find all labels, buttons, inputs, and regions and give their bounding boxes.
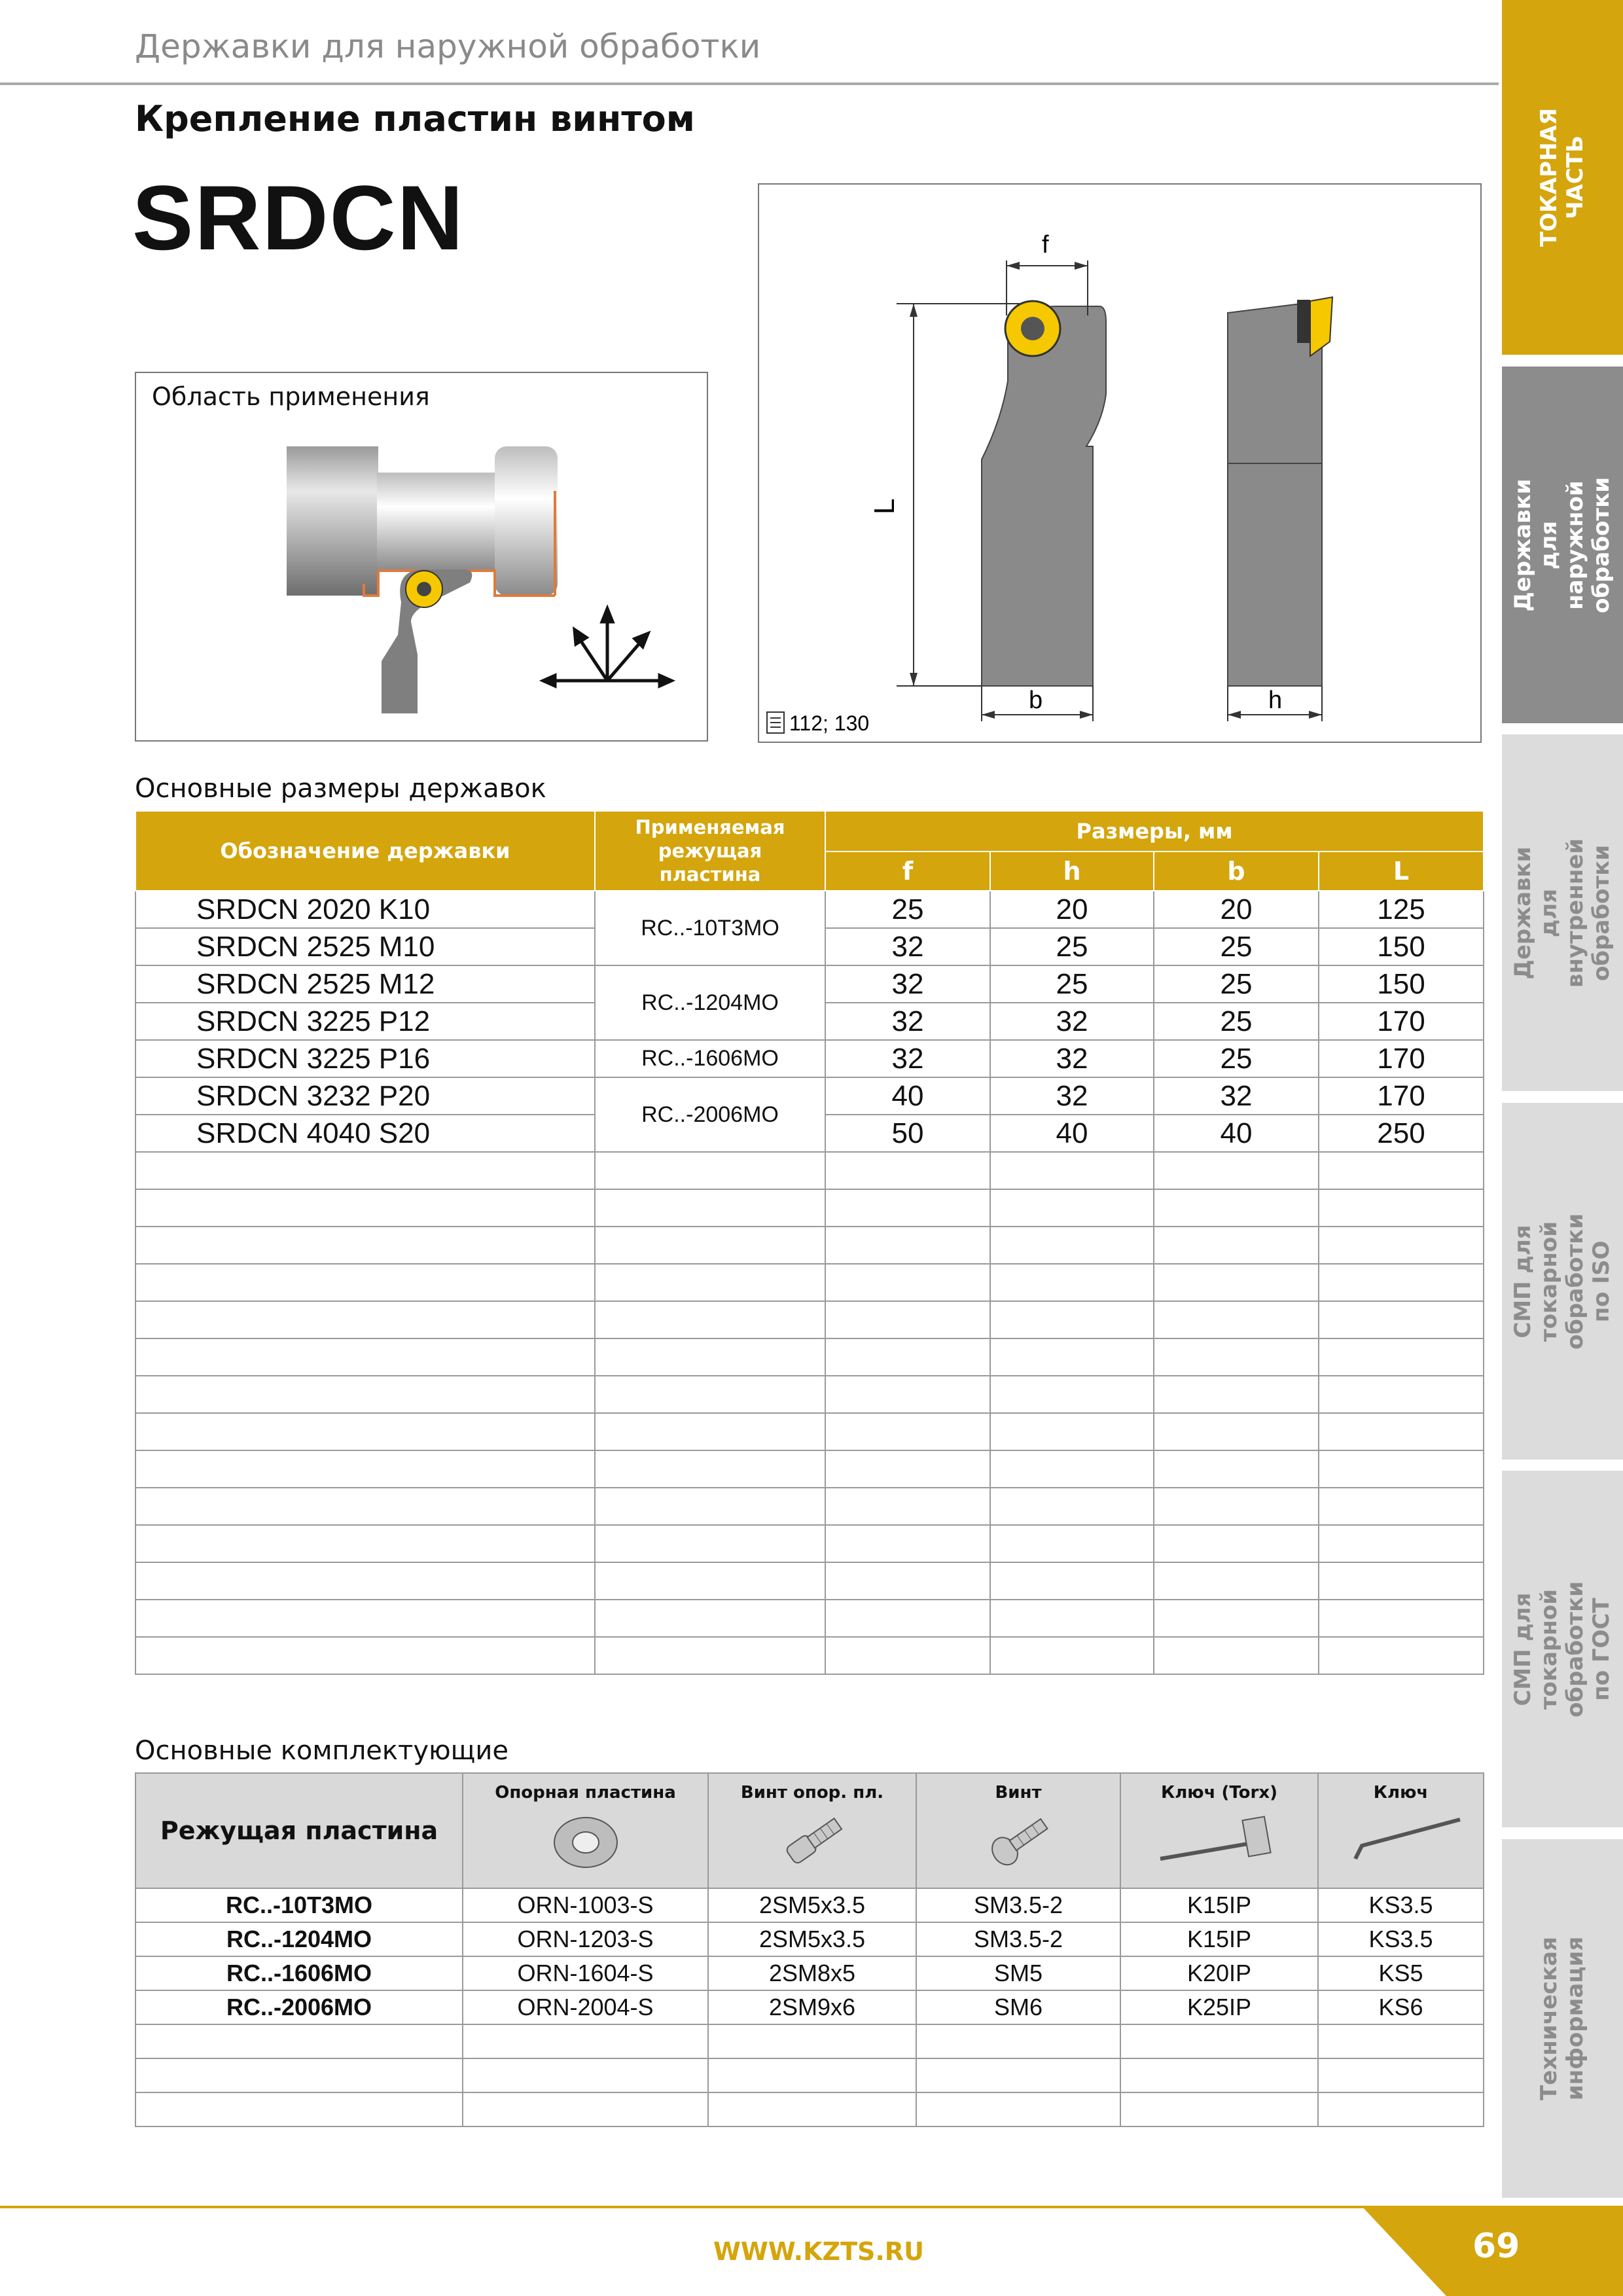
empty-cell <box>1319 1413 1484 1450</box>
empty-cell <box>135 1152 595 1189</box>
empty-cell <box>990 1376 1154 1413</box>
empty-cell <box>595 1450 825 1488</box>
empty-cell <box>1154 1413 1319 1450</box>
footer-url[interactable]: WWW.KZTS.RU <box>713 2237 924 2266</box>
empty-cell <box>708 2024 916 2058</box>
col-sizes: Размеры, мм <box>825 811 1484 852</box>
empty-cell <box>1319 1525 1484 1562</box>
empty-cell <box>825 1376 990 1413</box>
application-illustration <box>136 373 707 740</box>
table-row: SRDCN 2525 M12 RC..-1204MO 32 25 25 150 <box>135 965 1484 1003</box>
empty-cell <box>990 1488 1154 1525</box>
empty-cell <box>135 1227 595 1264</box>
empty-cell <box>135 1413 595 1450</box>
empty-cell <box>825 1152 990 1189</box>
empty-cell <box>916 2092 1120 2126</box>
empty-cell <box>1319 1264 1484 1301</box>
empty-cell <box>1319 1637 1484 1674</box>
dimensions-title: Основные размеры державок <box>135 774 546 804</box>
empty-cell <box>1154 1338 1319 1376</box>
empty-cell <box>708 2058 916 2092</box>
empty-cell <box>1154 1152 1319 1189</box>
empty-row <box>135 1227 1484 1264</box>
screw-icon <box>979 1809 1058 1874</box>
empty-row <box>135 1562 1484 1600</box>
table-row: RC..-10T3MO ORN-1003-S 2SM5x3.5 SM3.5-2 K15IP KS3.5 <box>135 1888 1484 1922</box>
empty-cell <box>135 1562 595 1600</box>
empty-cell <box>595 1637 825 1674</box>
table-row: RC..-1204MO ORN-1203-S 2SM5x3.5 SM3.5-2 K15IP KS3.5 <box>135 1922 1484 1956</box>
empty-cell <box>990 1338 1154 1376</box>
empty-rows <box>135 2024 1484 2126</box>
empty-cell <box>825 1189 990 1227</box>
empty-row <box>135 1450 1484 1488</box>
empty-cell <box>990 1637 1154 1674</box>
empty-cell <box>825 1450 990 1488</box>
empty-cell <box>825 1525 990 1562</box>
empty-cell <box>825 1413 990 1450</box>
empty-cell <box>463 2058 708 2092</box>
empty-cell <box>1318 2058 1484 2092</box>
col-h: h <box>990 852 1154 891</box>
empty-cell <box>1154 1301 1319 1338</box>
table-row: RC..-2006MO ORN-2004-S 2SM9x6 SM6 K25IP KS6 <box>135 1990 1484 2024</box>
footer-divider <box>0 2206 1499 2208</box>
empty-cell <box>135 2092 463 2126</box>
empty-cell <box>1154 1376 1319 1413</box>
empty-cell <box>708 2092 916 2126</box>
shim-icon <box>550 1813 622 1872</box>
empty-cell <box>1319 1450 1484 1488</box>
dim-f-label: f <box>1042 231 1049 259</box>
empty-cell <box>135 1264 595 1301</box>
empty-cell <box>825 1264 990 1301</box>
page-reference: 112; 130 <box>789 711 870 735</box>
page-subtitle: Крепление пластин винтом <box>135 98 695 139</box>
col-screw: Винт <box>916 1773 1120 1888</box>
empty-cell <box>990 1227 1154 1264</box>
empty-cell <box>916 2024 1120 2058</box>
empty-row <box>135 1301 1484 1338</box>
empty-row <box>135 1338 1484 1376</box>
tab-iso-inserts[interactable]: СМП для токарной обработки по ISO <box>1502 1103 1623 1460</box>
tab-turning[interactable]: ТОКАРНАЯ ЧАСТЬ <box>1502 0 1623 355</box>
empty-rows <box>135 1152 1484 1674</box>
empty-cell <box>135 2024 463 2058</box>
empty-row <box>135 1637 1484 1674</box>
empty-cell <box>1319 1152 1484 1189</box>
empty-cell <box>1154 1637 1319 1674</box>
section-header: Державки для наружной обработки <box>135 27 761 65</box>
document-icon <box>767 712 784 733</box>
empty-row <box>135 1525 1484 1562</box>
empty-cell <box>1319 1488 1484 1525</box>
empty-cell <box>990 1264 1154 1301</box>
empty-row <box>135 1264 1484 1301</box>
empty-row <box>135 2024 1484 2058</box>
empty-cell <box>595 1227 825 1264</box>
empty-cell <box>825 1562 990 1600</box>
table-row: SRDCN 3232 P20 RC..-2006MO 40 32 32 170 <box>135 1077 1484 1115</box>
empty-cell <box>825 1637 990 1674</box>
empty-cell <box>463 2024 708 2058</box>
application-area-box <box>135 372 708 742</box>
components-title: Основные комплектующие <box>135 1736 508 1766</box>
torx-key-icon <box>1147 1806 1291 1872</box>
empty-cell <box>1318 2024 1484 2058</box>
col-shim-screw: Винт опор. пл. <box>708 1773 916 1888</box>
col-b: b <box>1154 852 1319 891</box>
col-key: Ключ <box>1318 1773 1484 1888</box>
empty-cell <box>825 1301 990 1338</box>
empty-cell <box>990 1600 1154 1637</box>
page-title: SRDCN <box>132 166 465 269</box>
table-row: SRDCN 4040 S20 50 40 40 250 <box>135 1115 1484 1152</box>
empty-cell <box>135 1450 595 1488</box>
dim-L-label: L <box>868 498 901 514</box>
technical-drawing-box <box>758 183 1482 743</box>
components-table <box>135 1772 1484 2127</box>
application-area-label: Область применения <box>152 382 430 411</box>
empty-cell <box>595 1413 825 1450</box>
empty-cell <box>595 1562 825 1600</box>
empty-cell <box>825 1338 990 1376</box>
empty-cell <box>990 1525 1154 1562</box>
empty-cell <box>825 1600 990 1637</box>
col-holder: Обозначение державки <box>135 811 595 891</box>
empty-cell <box>595 1301 825 1338</box>
table-row: RC..-1606MO ORN-1604-S 2SM8x5 SM5 K20IP KS5 <box>135 1956 1484 1990</box>
empty-row <box>135 2058 1484 2092</box>
empty-cell <box>990 1562 1154 1600</box>
empty-row <box>135 2092 1484 2126</box>
empty-row <box>135 1376 1484 1413</box>
table-row: SRDCN 3225 P16 RC..-1606MO 32 32 25 170 <box>135 1040 1484 1077</box>
page-number: 69 <box>1472 2227 1520 2266</box>
empty-cell <box>1319 1227 1484 1264</box>
empty-cell <box>990 1152 1154 1189</box>
empty-cell <box>135 1338 595 1376</box>
empty-cell <box>1154 1227 1319 1264</box>
empty-cell <box>595 1600 825 1637</box>
col-insert: Применяемая режущая пластина <box>595 811 825 891</box>
empty-cell <box>1319 1338 1484 1376</box>
tab-internal-holders[interactable]: Державки для внутренней обработки <box>1502 734 1623 1091</box>
table-row: SRDCN 2020 K10 RC..-10T3MO 25 20 20 125 <box>135 891 1484 928</box>
dim-b-label: b <box>1029 687 1043 714</box>
tab-gost-inserts[interactable]: СМП для токарной обработки по ГОСТ <box>1502 1471 1623 1827</box>
tab-external-holders[interactable]: Державки для наружной обработки <box>1502 367 1623 723</box>
empty-cell <box>1319 1376 1484 1413</box>
col-L: L <box>1319 852 1484 891</box>
empty-cell <box>135 1600 595 1637</box>
empty-cell <box>595 1152 825 1189</box>
header-divider <box>0 82 1499 85</box>
empty-cell <box>463 2092 708 2126</box>
table-row: SRDCN 3225 P12 32 32 25 170 <box>135 1003 1484 1040</box>
empty-cell <box>1154 1562 1319 1600</box>
dim-h-label: h <box>1268 687 1283 714</box>
dimensions-table <box>135 810 1484 1675</box>
empty-row <box>135 1600 1484 1637</box>
empty-cell <box>135 1488 595 1525</box>
empty-cell <box>595 1189 825 1227</box>
empty-cell <box>825 1488 990 1525</box>
empty-cell <box>1154 1525 1319 1562</box>
empty-cell <box>990 1301 1154 1338</box>
empty-cell <box>1154 1600 1319 1637</box>
col-key-torx: Ключ (Torx) <box>1120 1773 1318 1888</box>
empty-row <box>135 1413 1484 1450</box>
empty-cell <box>135 1525 595 1562</box>
empty-cell <box>135 1189 595 1227</box>
empty-cell <box>595 1264 825 1301</box>
empty-cell <box>595 1525 825 1562</box>
empty-cell <box>916 2058 1120 2092</box>
empty-cell <box>1319 1301 1484 1338</box>
shim-screw-icon <box>773 1809 851 1874</box>
tab-technical-info[interactable]: Техническая информация <box>1502 1839 1623 2198</box>
empty-cell <box>1120 2058 1318 2092</box>
col-f: f <box>825 852 990 891</box>
empty-cell <box>1318 2092 1484 2126</box>
empty-row <box>135 1189 1484 1227</box>
empty-cell <box>135 1376 595 1413</box>
empty-cell <box>1154 1189 1319 1227</box>
empty-cell <box>990 1189 1154 1227</box>
empty-cell <box>990 1450 1154 1488</box>
empty-cell <box>825 1227 990 1264</box>
empty-cell <box>595 1338 825 1376</box>
col-shim: Опорная пластина <box>463 1773 708 1888</box>
empty-cell <box>135 1637 595 1674</box>
empty-cell <box>1319 1600 1484 1637</box>
table-row: SRDCN 2525 M10 32 25 25 150 <box>135 928 1484 965</box>
empty-cell <box>1154 1264 1319 1301</box>
empty-cell <box>595 1488 825 1525</box>
holder-drawing <box>759 185 1480 742</box>
empty-cell <box>1120 2024 1318 2058</box>
empty-row <box>135 1488 1484 1525</box>
empty-cell <box>595 1376 825 1413</box>
empty-cell <box>1319 1562 1484 1600</box>
empty-cell <box>1319 1189 1484 1227</box>
col-cutting-insert: Режущая пластина <box>135 1773 463 1888</box>
hex-key-icon <box>1336 1806 1467 1872</box>
empty-cell <box>135 2058 463 2092</box>
empty-cell <box>1154 1488 1319 1525</box>
empty-cell <box>990 1413 1154 1450</box>
empty-row <box>135 1152 1484 1189</box>
empty-cell <box>135 1301 595 1338</box>
empty-cell <box>1154 1450 1319 1488</box>
empty-cell <box>1120 2092 1318 2126</box>
